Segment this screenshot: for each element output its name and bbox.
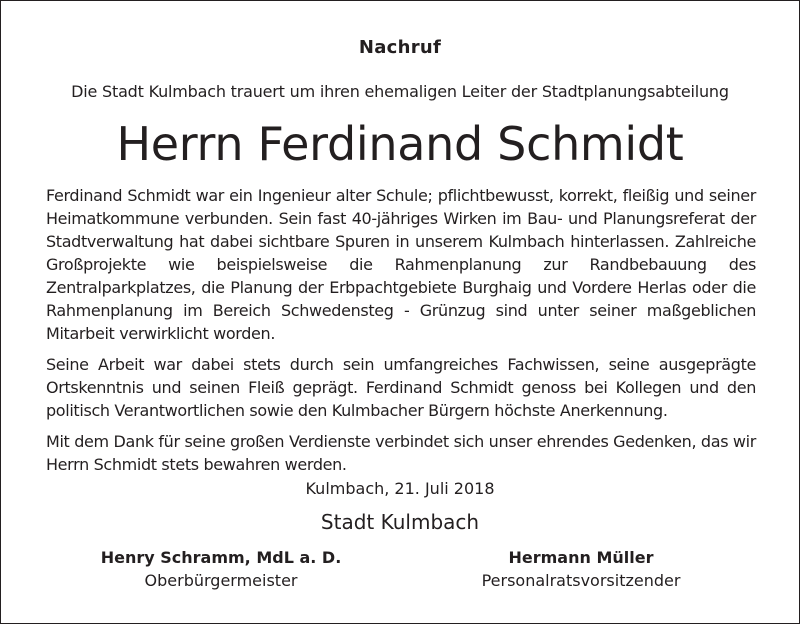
signer-staff-council <box>431 546 731 592</box>
body-paragraph: Seine Arbeit war dabei stets durch sein umfangreiches Fachwissen, seine ausgeprägte Ortskenntnis und seinen Fleiß geprägt. Ferdinand Schmidt genoss bei Kollegen und den politisch Verantwortlichen sowie den Kulmbacher Bürgern höchste Anerkennung. <box>46 355 756 420</box>
signer-name: Henry Schramm, MdL a. D. <box>100 548 342 567</box>
notice-heading: Nachruf <box>358 37 442 58</box>
organization-name: Stadt Kulmbach <box>320 510 480 534</box>
place-date: Kulmbach, 21. Juli 2018 <box>305 479 495 498</box>
signer-name: Hermann Müller <box>508 548 654 567</box>
signer-role: Personalratsvorsitzender <box>481 571 681 590</box>
deceased-name: Herrn Ferdinand Schmidt <box>116 117 684 171</box>
body-paragraph: Mit dem Dank für seine großen Verdienste verbindet sich unser ehrendes Gedenken, das wir Herrn Schmidt stets bewahren werden. <box>46 432 756 474</box>
signer-role: Oberbürgermeister <box>144 571 298 590</box>
obituary-body <box>46 184 756 484</box>
intro-line: Die Stadt Kulmbach trauert um ihren ehemaligen Leiter der Stadtplanungsabteilung <box>71 82 729 101</box>
body-paragraph: Ferdinand Schmidt war ein Ingenieur alter Schule; pflichtbewusst, korrekt, fleißig und seiner Heimatkommune verbunden. Sein fast 40-jähriges Wirken im Bau- und Planungsreferat der Stadtverwaltung hat dabei sichtbare Spuren in unserem Kulmbach hinterlassen. Zahlreiche Großprojekte wie beispielsweise die Rahmenplanung zur Randbebauung des Zentralparkplatzes, die Planung der Erbpachtgebiete Burghaig und Vordere Herlas oder die Rahmenplanung im Bereich Schwedensteg - Grünzug sind unter seiner maßgeblichen Mitarbeit verwirklicht worden. <box>46 186 756 343</box>
signer-mayor <box>71 546 371 592</box>
